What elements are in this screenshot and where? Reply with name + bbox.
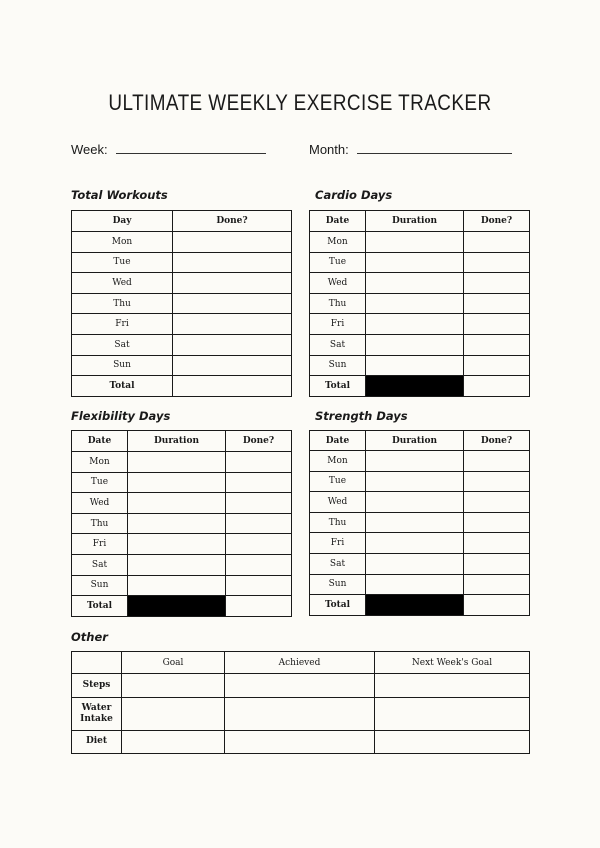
date-cell: Sun [72, 575, 128, 596]
week-label: Week: [71, 142, 108, 157]
duration-cell[interactable] [366, 355, 464, 376]
done-cell[interactable] [464, 273, 530, 294]
duration-cell[interactable] [366, 512, 464, 533]
total-done-cell[interactable] [226, 596, 292, 617]
table-row [72, 554, 292, 575]
table-row [310, 533, 530, 554]
done-cell[interactable] [226, 575, 292, 596]
done-cell[interactable] [173, 293, 292, 314]
table-row [310, 252, 530, 273]
header-done: Done? [464, 211, 530, 232]
duration-cell[interactable] [128, 452, 226, 473]
date-cell: Wed [72, 493, 128, 514]
flexibility-days-table [71, 430, 292, 617]
day-cell: Sat [72, 334, 173, 355]
table-row [310, 451, 530, 472]
month-label: Month: [309, 142, 349, 157]
total-done-cell[interactable] [464, 595, 530, 616]
done-cell[interactable] [173, 314, 292, 335]
header-goal: Goal [122, 652, 225, 674]
table-row [72, 513, 292, 534]
total-row [72, 596, 292, 617]
date-cell: Sun [310, 574, 366, 595]
header-next-week-goal: Next Week's Goal [375, 652, 530, 674]
done-cell[interactable] [464, 471, 530, 492]
done-cell[interactable] [464, 334, 530, 355]
table-row [72, 334, 292, 355]
date-cell: Fri [310, 314, 366, 335]
table-row [310, 334, 530, 355]
done-cell[interactable] [464, 553, 530, 574]
header-date: Date [310, 431, 366, 451]
done-cell[interactable] [464, 355, 530, 376]
table-row [72, 314, 292, 335]
cardio-days-title: Cardio Days [315, 188, 393, 202]
metric-label: Diet [72, 731, 122, 754]
table-row [310, 314, 530, 335]
done-cell[interactable] [226, 452, 292, 473]
date-cell: Sat [310, 334, 366, 355]
header-done: Done? [464, 431, 530, 451]
header-day: Day [72, 211, 173, 232]
table-row [310, 512, 530, 533]
done-cell[interactable] [464, 314, 530, 335]
page-title: ULTIMATE WEEKLY EXERCISE TRACKER [108, 90, 492, 115]
total-done-cell[interactable] [173, 376, 292, 397]
table-row [310, 232, 530, 253]
done-cell[interactable] [464, 533, 530, 554]
date-cell: Thu [310, 293, 366, 314]
done-cell[interactable] [226, 493, 292, 514]
day-cell: Wed [72, 273, 173, 294]
achieved-cell[interactable] [225, 698, 375, 731]
month-field [309, 141, 512, 157]
done-cell[interactable] [226, 534, 292, 555]
duration-cell[interactable] [128, 554, 226, 575]
date-cell: Sat [310, 553, 366, 574]
table-row [310, 492, 530, 513]
header-date: Date [72, 431, 128, 452]
done-cell[interactable] [173, 273, 292, 294]
week-field [71, 141, 266, 157]
table-row [72, 674, 530, 698]
duration-cell[interactable] [128, 472, 226, 493]
done-cell[interactable] [464, 574, 530, 595]
strength-days-title: Strength Days [315, 409, 408, 423]
day-cell: Sun [72, 355, 173, 376]
week-input-line[interactable] [116, 141, 266, 154]
goal-cell[interactable] [122, 731, 225, 754]
duration-cell[interactable] [366, 451, 464, 472]
total-workouts-table [71, 210, 292, 397]
done-cell[interactable] [464, 451, 530, 472]
table-row [310, 553, 530, 574]
table-row [72, 252, 292, 273]
duration-cell[interactable] [366, 471, 464, 492]
day-cell: Fri [72, 314, 173, 335]
duration-cell[interactable] [366, 533, 464, 554]
total-label: Total [310, 376, 366, 397]
total-duration-filled-cell [128, 596, 226, 617]
other-title: Other [71, 630, 108, 644]
goal-cell[interactable] [122, 674, 225, 698]
table-row [72, 293, 292, 314]
achieved-cell[interactable] [225, 674, 375, 698]
header-date: Date [310, 211, 366, 232]
strength-days-table [309, 430, 530, 616]
header-done: Done? [226, 431, 292, 452]
date-cell: Fri [310, 533, 366, 554]
table-row [310, 273, 530, 294]
table-row [310, 293, 530, 314]
header-duration: Duration [366, 211, 464, 232]
date-cell: Wed [310, 492, 366, 513]
date-cell: Thu [72, 513, 128, 534]
duration-cell[interactable] [128, 534, 226, 555]
day-cell: Mon [72, 232, 173, 253]
table-row [72, 731, 530, 754]
month-input-line[interactable] [357, 141, 512, 154]
duration-cell[interactable] [128, 493, 226, 514]
done-cell[interactable] [226, 513, 292, 534]
done-cell[interactable] [173, 252, 292, 273]
done-cell[interactable] [226, 554, 292, 575]
date-cell: Tue [310, 471, 366, 492]
table-row [72, 355, 292, 376]
total-label: Total [310, 595, 366, 616]
total-label: Total [72, 596, 128, 617]
done-cell[interactable] [464, 252, 530, 273]
date-cell: Mon [72, 452, 128, 473]
date-cell: Mon [310, 232, 366, 253]
duration-cell[interactable] [366, 492, 464, 513]
next-week-goal-cell[interactable] [375, 674, 530, 698]
table-row [72, 534, 292, 555]
duration-cell[interactable] [366, 232, 464, 253]
date-cell: Sun [310, 355, 366, 376]
table-row [310, 574, 530, 595]
table-row [72, 698, 530, 731]
total-label: Total [72, 376, 173, 397]
flexibility-days-title: Flexibility Days [71, 409, 171, 423]
done-cell[interactable] [173, 355, 292, 376]
total-row [310, 376, 530, 397]
duration-cell[interactable] [128, 513, 226, 534]
date-cell: Wed [310, 273, 366, 294]
total-duration-filled-cell [366, 376, 464, 397]
table-row [310, 355, 530, 376]
done-cell[interactable] [173, 232, 292, 253]
duration-cell[interactable] [366, 252, 464, 273]
next-week-goal-cell[interactable] [375, 731, 530, 754]
total-row [310, 595, 530, 616]
date-cell: Mon [310, 451, 366, 472]
header-duration: Duration [366, 431, 464, 451]
duration-cell[interactable] [366, 334, 464, 355]
header-duration: Duration [128, 431, 226, 452]
date-cell: Sat [72, 554, 128, 575]
table-row [72, 493, 292, 514]
header-done: Done? [173, 211, 292, 232]
day-cell: Tue [72, 252, 173, 273]
duration-cell[interactable] [366, 293, 464, 314]
duration-cell[interactable] [128, 575, 226, 596]
duration-cell[interactable] [366, 553, 464, 574]
day-cell: Thu [72, 293, 173, 314]
header-achieved: Achieved [225, 652, 375, 674]
duration-cell[interactable] [366, 314, 464, 335]
table-row [72, 232, 292, 253]
duration-cell[interactable] [366, 574, 464, 595]
total-done-cell[interactable] [464, 376, 530, 397]
done-cell[interactable] [464, 232, 530, 253]
done-cell[interactable] [226, 472, 292, 493]
table-row [72, 472, 292, 493]
header-blank [72, 652, 122, 674]
table-row [310, 471, 530, 492]
done-cell[interactable] [464, 293, 530, 314]
next-week-goal-cell[interactable] [375, 698, 530, 731]
other-table [71, 651, 530, 754]
date-cell: Tue [310, 252, 366, 273]
duration-cell[interactable] [366, 273, 464, 294]
goal-cell[interactable] [122, 698, 225, 731]
date-cell: Fri [72, 534, 128, 555]
done-cell[interactable] [464, 512, 530, 533]
metric-label: Steps [72, 674, 122, 698]
achieved-cell[interactable] [225, 731, 375, 754]
total-duration-filled-cell [366, 595, 464, 616]
metric-label: Water Intake [72, 698, 122, 731]
date-cell: Tue [72, 472, 128, 493]
table-row [72, 452, 292, 473]
total-workouts-title: Total Workouts [71, 188, 168, 202]
table-row [72, 575, 292, 596]
table-row [72, 273, 292, 294]
done-cell[interactable] [173, 334, 292, 355]
total-row [72, 376, 292, 397]
done-cell[interactable] [464, 492, 530, 513]
date-cell: Thu [310, 512, 366, 533]
cardio-days-table [309, 210, 530, 397]
